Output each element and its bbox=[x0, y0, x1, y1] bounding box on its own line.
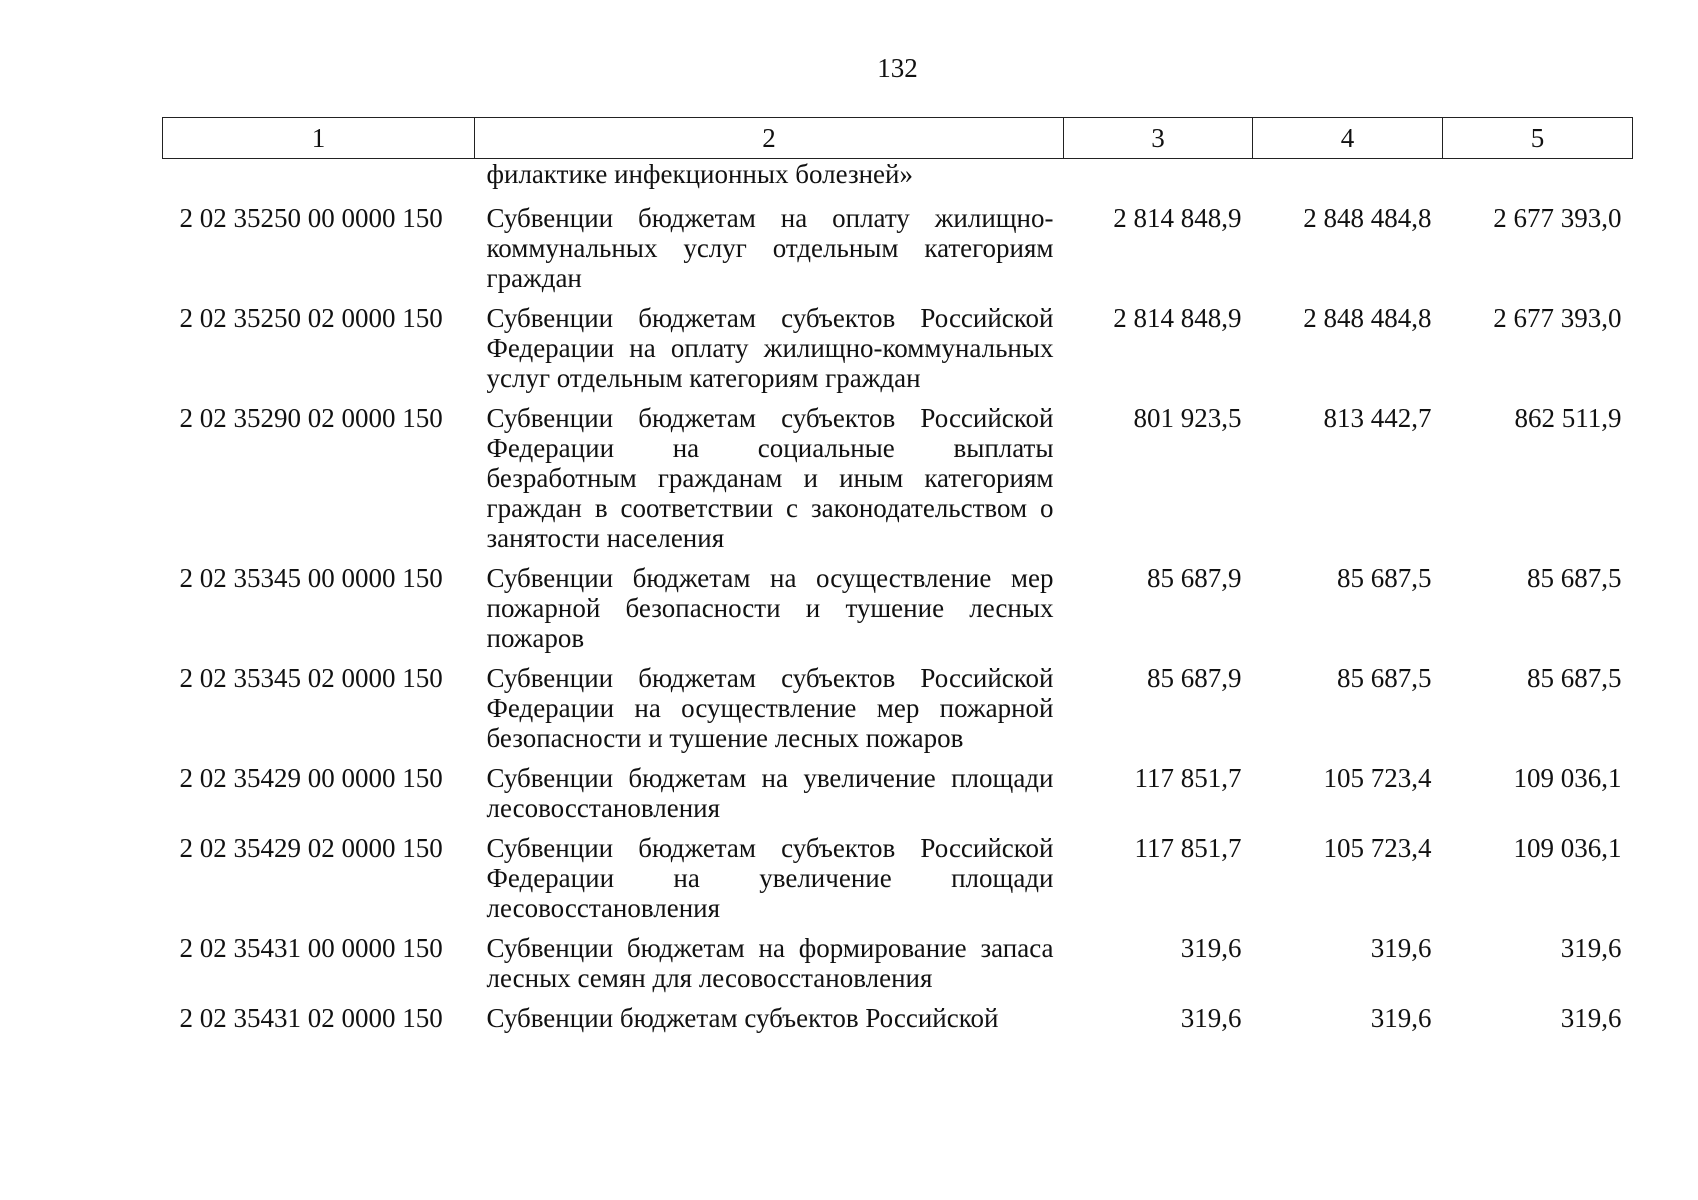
row-code: 2 02 35345 02 0000 150 bbox=[179, 663, 443, 693]
page-number: 132 bbox=[877, 53, 918, 83]
column-header-1: 1 bbox=[163, 118, 475, 159]
table-body bbox=[163, 159, 1633, 1044]
row-value-3: 2 814 848,9 bbox=[1113, 203, 1242, 233]
row-name: Субвенции бюджетам субъектов Российской Федерации на оплату жилищно-коммунальных услуг отдельным категориям граждан bbox=[486, 303, 1054, 393]
row-value-4: 105 723,4 bbox=[1323, 763, 1432, 793]
row-code: 2 02 35431 02 0000 150 bbox=[179, 1003, 443, 1033]
row-name: Субвенции бюджетам на формирование запаса лесных семян для лесовосстановления bbox=[486, 933, 1054, 993]
row-code: 2 02 35290 02 0000 150 bbox=[179, 403, 443, 433]
row-value-4: 2 848 484,8 bbox=[1303, 303, 1432, 333]
row-name: Субвенции бюджетам субъектов Российской Федерации на осуществление мер пожарной безопасности и тушение лесных пожаров bbox=[486, 663, 1054, 753]
row-value-4: 319,6 bbox=[1370, 933, 1432, 963]
row-value-5: 862 511,9 bbox=[1514, 403, 1622, 433]
table-row bbox=[163, 833, 1633, 933]
row-value-5: 319,6 bbox=[1560, 1003, 1622, 1033]
row-code: 2 02 35250 00 0000 150 bbox=[179, 203, 443, 233]
table-row bbox=[163, 933, 1633, 1003]
row-value-4: 813 442,7 bbox=[1323, 403, 1432, 433]
table-row bbox=[163, 763, 1633, 833]
table-row bbox=[163, 663, 1633, 763]
row-value-3: 85 687,9 bbox=[1147, 663, 1242, 693]
row-value-5: 85 687,5 bbox=[1527, 663, 1622, 693]
continuation-empty-cell bbox=[1253, 159, 1443, 204]
row-value-3: 801 923,5 bbox=[1133, 403, 1242, 433]
row-name: Субвенции бюджетам субъектов Российской Федерации на социальные выплаты безработным гражданам и иным категориям граждан в соответствии с законодательством о занятости населения bbox=[486, 403, 1054, 553]
row-code: 2 02 35429 02 0000 150 bbox=[179, 833, 443, 863]
budget-table bbox=[162, 117, 1633, 1043]
row-value-3: 319,6 bbox=[1180, 933, 1242, 963]
continuation-code-cell bbox=[163, 159, 475, 204]
row-value-5: 109 036,1 bbox=[1513, 763, 1622, 793]
row-code: 2 02 35431 00 0000 150 bbox=[179, 933, 443, 963]
row-value-3: 117 851,7 bbox=[1134, 833, 1242, 863]
table-row bbox=[163, 203, 1633, 303]
row-value-5: 2 677 393,0 bbox=[1493, 303, 1622, 333]
row-value-4: 85 687,5 bbox=[1337, 663, 1432, 693]
row-value-5: 109 036,1 bbox=[1513, 833, 1622, 863]
column-header-4: 4 bbox=[1253, 118, 1443, 159]
row-name: Субвенции бюджетам на осуществление мер пожарной безопасности и тушение лесных пожаров bbox=[486, 563, 1054, 653]
row-value-4: 85 687,5 bbox=[1337, 563, 1432, 593]
row-code: 2 02 35429 00 0000 150 bbox=[179, 763, 443, 793]
table-row bbox=[163, 1003, 1633, 1043]
row-value-5: 85 687,5 bbox=[1527, 563, 1622, 593]
row-value-4: 319,6 bbox=[1370, 1003, 1432, 1033]
row-name: Субвенции бюджетам субъектов Российской Федерации на увеличение площади лесовосстановления bbox=[486, 833, 1054, 923]
row-value-5: 2 677 393,0 bbox=[1493, 203, 1622, 233]
row-value-3: 319,6 bbox=[1180, 1003, 1242, 1033]
row-value-4: 2 848 484,8 bbox=[1303, 203, 1432, 233]
row-code: 2 02 35345 00 0000 150 bbox=[179, 563, 443, 593]
row-value-3: 117 851,7 bbox=[1134, 763, 1242, 793]
column-header-3: 3 bbox=[1064, 118, 1253, 159]
row-value-5: 319,6 bbox=[1560, 933, 1622, 963]
column-header-2: 2 bbox=[475, 118, 1064, 159]
row-name: Субвенции бюджетам на увеличение площади лесовосстановления bbox=[486, 763, 1054, 823]
row-value-3: 85 687,9 bbox=[1147, 563, 1242, 593]
continuation-empty-cell bbox=[1064, 159, 1253, 204]
table-header bbox=[163, 118, 1633, 159]
table-row bbox=[163, 303, 1633, 403]
row-value-4: 105 723,4 bbox=[1323, 833, 1432, 863]
header-row bbox=[163, 118, 1633, 159]
column-header-5: 5 bbox=[1443, 118, 1633, 159]
row-value-3: 2 814 848,9 bbox=[1113, 303, 1242, 333]
table-row bbox=[163, 403, 1633, 563]
row-code: 2 02 35250 02 0000 150 bbox=[179, 303, 443, 333]
row-name: Субвенции бюджетам субъектов Российской bbox=[486, 1003, 999, 1033]
continuation-text: филактике инфекционных болезней» bbox=[486, 159, 913, 189]
continuation-row bbox=[163, 159, 1633, 204]
table-row bbox=[163, 563, 1633, 663]
row-name: Субвенции бюджетам на оплату жилищно-коммунальных услуг отдельным категориям граждан bbox=[486, 203, 1054, 293]
continuation-empty-cell bbox=[1443, 159, 1633, 204]
